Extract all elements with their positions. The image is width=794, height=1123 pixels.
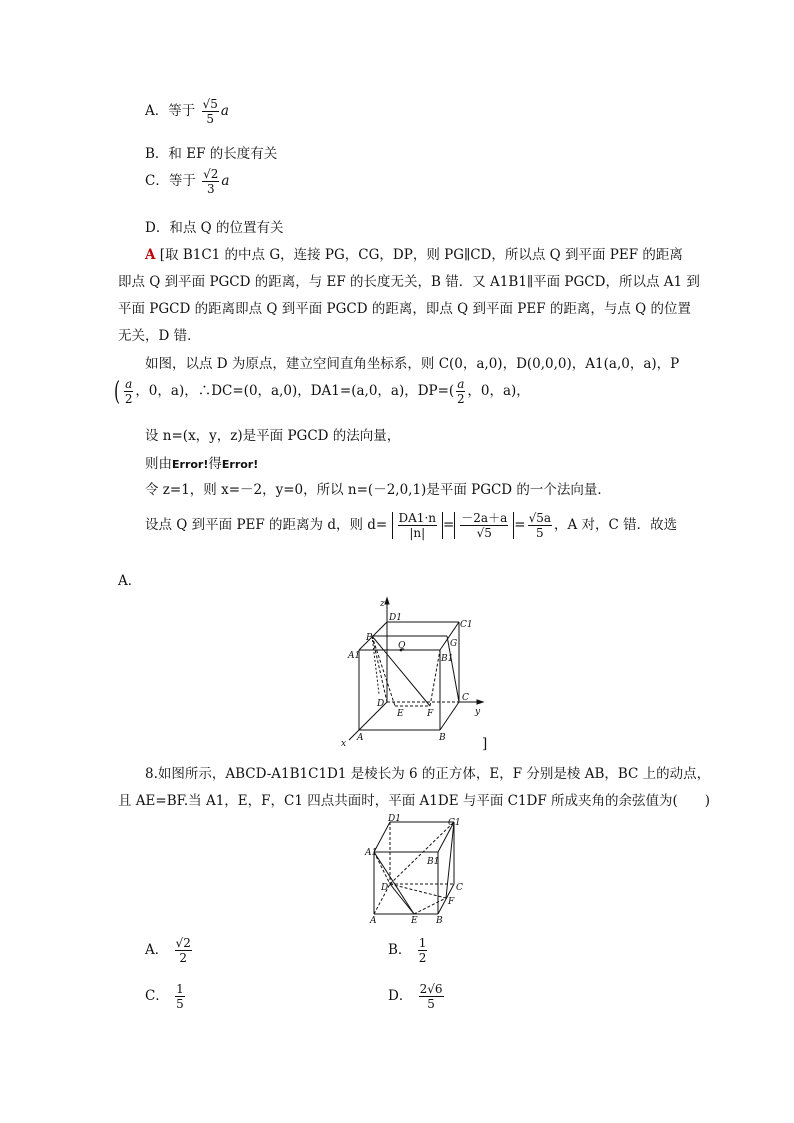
solution-text-6-end: ，0，a)， [467,383,530,399]
label-a: A [370,916,377,926]
cube-figure-2 [362,814,472,926]
segment-pe [372,636,395,706]
line10-post: ，A 对，C 错．故选 [554,517,678,533]
solution-line4: 无关，D 错． [118,328,201,344]
line8-mid: 得 [208,456,222,472]
label-q: Q [398,641,406,651]
frac-a-over-2 [124,378,133,405]
option-a-q8-fraction [175,937,192,964]
option-a-q7 [145,98,229,125]
frac-val-num: －2a＋a [461,511,508,525]
edge-bc [440,702,459,730]
option-a-fraction [202,98,219,125]
label-d1: D1 [389,613,402,623]
segment-pd [372,636,387,702]
label-b1: B1 [441,654,454,664]
option-d-q8-den: 5 [427,997,435,1011]
label-a1: A1 [348,651,361,661]
frac-val-den: √5 [476,526,492,540]
label-d: D [381,883,389,893]
abs-dist [392,512,443,539]
option-d-q8-label: D． [388,988,413,1004]
option-a-var: a [220,103,229,119]
line8-pre: 则由 [145,456,172,472]
solution-line7: 设 n=(x，y，z)是平面 PGCD 的法向量， [145,428,401,444]
option-a-q8-num: √2 [175,936,191,950]
option-b-q8-label: B． [388,942,412,958]
solution-line6 [112,378,530,405]
frac-a-num: a [125,377,133,391]
answer-letter: A [145,247,156,263]
option-c-q8-fraction [175,983,185,1010]
solution-text-1: [取 B1C1 的中点 G，连接 PG，CG，DP，则 PG∥CD，所以点 Q 到平面 PEF 的距离 [159,247,683,263]
option-c-label: C．等于 [145,173,196,189]
frac-a-den-b: 2 [456,392,465,406]
frac-dist [398,512,437,539]
segment-ef [414,898,446,914]
option-d-q8-num: 2√6 [419,982,443,996]
label-e: E [397,709,404,719]
label-a1: A1 [365,848,378,858]
cube-figure-1 [335,594,495,750]
error-text-2: Error! [221,458,259,471]
error-text-1: Error! [172,458,209,471]
frac-a-den: 2 [124,392,133,406]
option-d-q8 [388,983,446,1010]
option-a-q8-label: A． [145,942,169,958]
option-a-den: 5 [206,112,214,126]
solution-line9: 令 z=1，则 x=－2，y=0，所以 n=(－2,0,1)是平面 PGCD 的一个法向量． [145,482,611,498]
segment-fb1 [430,650,440,706]
y-axis-arrow [477,700,483,704]
option-d-q7: D．和点 Q 的位置有关 [145,220,284,236]
option-a-num: √5 [202,97,218,111]
option-c-var: a [221,173,230,189]
label-b: B [436,916,443,926]
option-c-q8-num: 1 [176,982,184,996]
frac-res-den: 5 [535,526,544,540]
solution-line10: 设点 Q 到平面 PEF 的距离为 d，则 d= $\frac{DA1\cdot n}{|n|}$ = $\frac{-2a+a}{√5}$ = $\frac{√5a}{5}$ ，A 对，C 错．故选 [145,511,678,540]
label-d: D [377,699,385,709]
label-b1: B1 [427,857,440,867]
label-p: P [366,633,373,643]
z-axis-arrow [385,598,389,604]
solution-bracket-close: ] [482,736,488,752]
label-g: G [450,639,458,649]
label-a: A [357,733,364,743]
segment-dash-a [372,636,379,694]
abs-val [454,512,514,539]
option-c-q8-den: 5 [176,997,184,1011]
line10-pre: 设点 Q 到平面 PEF 的距离为 d，则 d= [145,517,388,533]
segment-dc1 [390,822,454,884]
solution-line5: 如图，以点 D 为原点，建立空间直角坐标系，则 C(0，a,0)，D(0,0,0)，A1(a,0，a)，P [145,356,680,372]
label-e: E [411,916,418,926]
question8-line2: 且 AE=BF.当 A1，E，F，C1 四点共面时，平面 A1DE 与平面 C1DF 所成夹角的余弦值为( ) [118,793,711,809]
label-y: y [475,707,481,717]
option-b-q7: B．和 EF 的长度有关 [145,146,278,162]
label-c1: C1 [448,818,461,828]
frac-dist-den: |n| [409,526,426,540]
label-b: B [439,733,446,743]
option-a-q8-den: 2 [179,951,187,965]
frac-res [528,512,552,539]
solution-line8 [145,452,258,472]
segment-de [390,884,414,914]
label-c: C [456,883,463,893]
solution-text-6: ，0，a)，∴DC=(0，a,0)，DA1=(a,0，a)，DP=( [135,383,455,399]
solution-line2: 即点 Q 到平面 PGCD 的距离，与 EF 的长度无关，B 错．又 A1B1∥平面 PGCD，所以点 A1 到 [118,274,700,290]
solution-line3: 平面 PGCD 的距离即点 Q 到平面 PGCD 的距离，即点 Q 到平面 PEF 的距离，与点 Q 的位置 [118,301,692,317]
segment-a1e [374,852,414,914]
option-b-q8-num: 1 [418,936,427,950]
question8-line1: 8.如图所示，ABCD-A1B1C1D1 是棱长为 6 的正方体，E，F 分别是棱 AB，BC 上的动点， [145,766,711,782]
option-c-q8-label: C． [145,988,169,1004]
frac-val [460,512,508,539]
solution-line11: A． [118,573,142,589]
option-b-q8-fraction [418,937,428,964]
option-c-fraction [202,168,219,195]
option-c-q7 [145,168,229,195]
option-c-q8 [145,983,187,1010]
label-d1: D1 [388,814,401,824]
option-a-q8 [145,937,194,964]
option-b-q8-den: 2 [418,951,427,965]
option-d-q8-fraction [419,983,444,1010]
solution-line1 [145,243,683,263]
frac-a-over-2-b [456,378,465,405]
label-f: F [448,897,455,907]
label-f: F [427,709,434,719]
frac-a-num-b: a [457,377,465,391]
option-c-den: 3 [206,182,215,196]
paren-left: ( [114,376,121,407]
label-c1: C1 [460,620,473,630]
label-c: C [462,693,469,703]
frac-res-num: √5a [528,511,551,525]
option-a-label: A．等于 [145,103,196,119]
option-c-num: √2 [203,167,219,181]
option-b-q8 [388,937,429,964]
frac-dist-num: DA1·n [398,511,436,525]
label-z: z [380,599,385,609]
label-x: x [341,739,347,749]
